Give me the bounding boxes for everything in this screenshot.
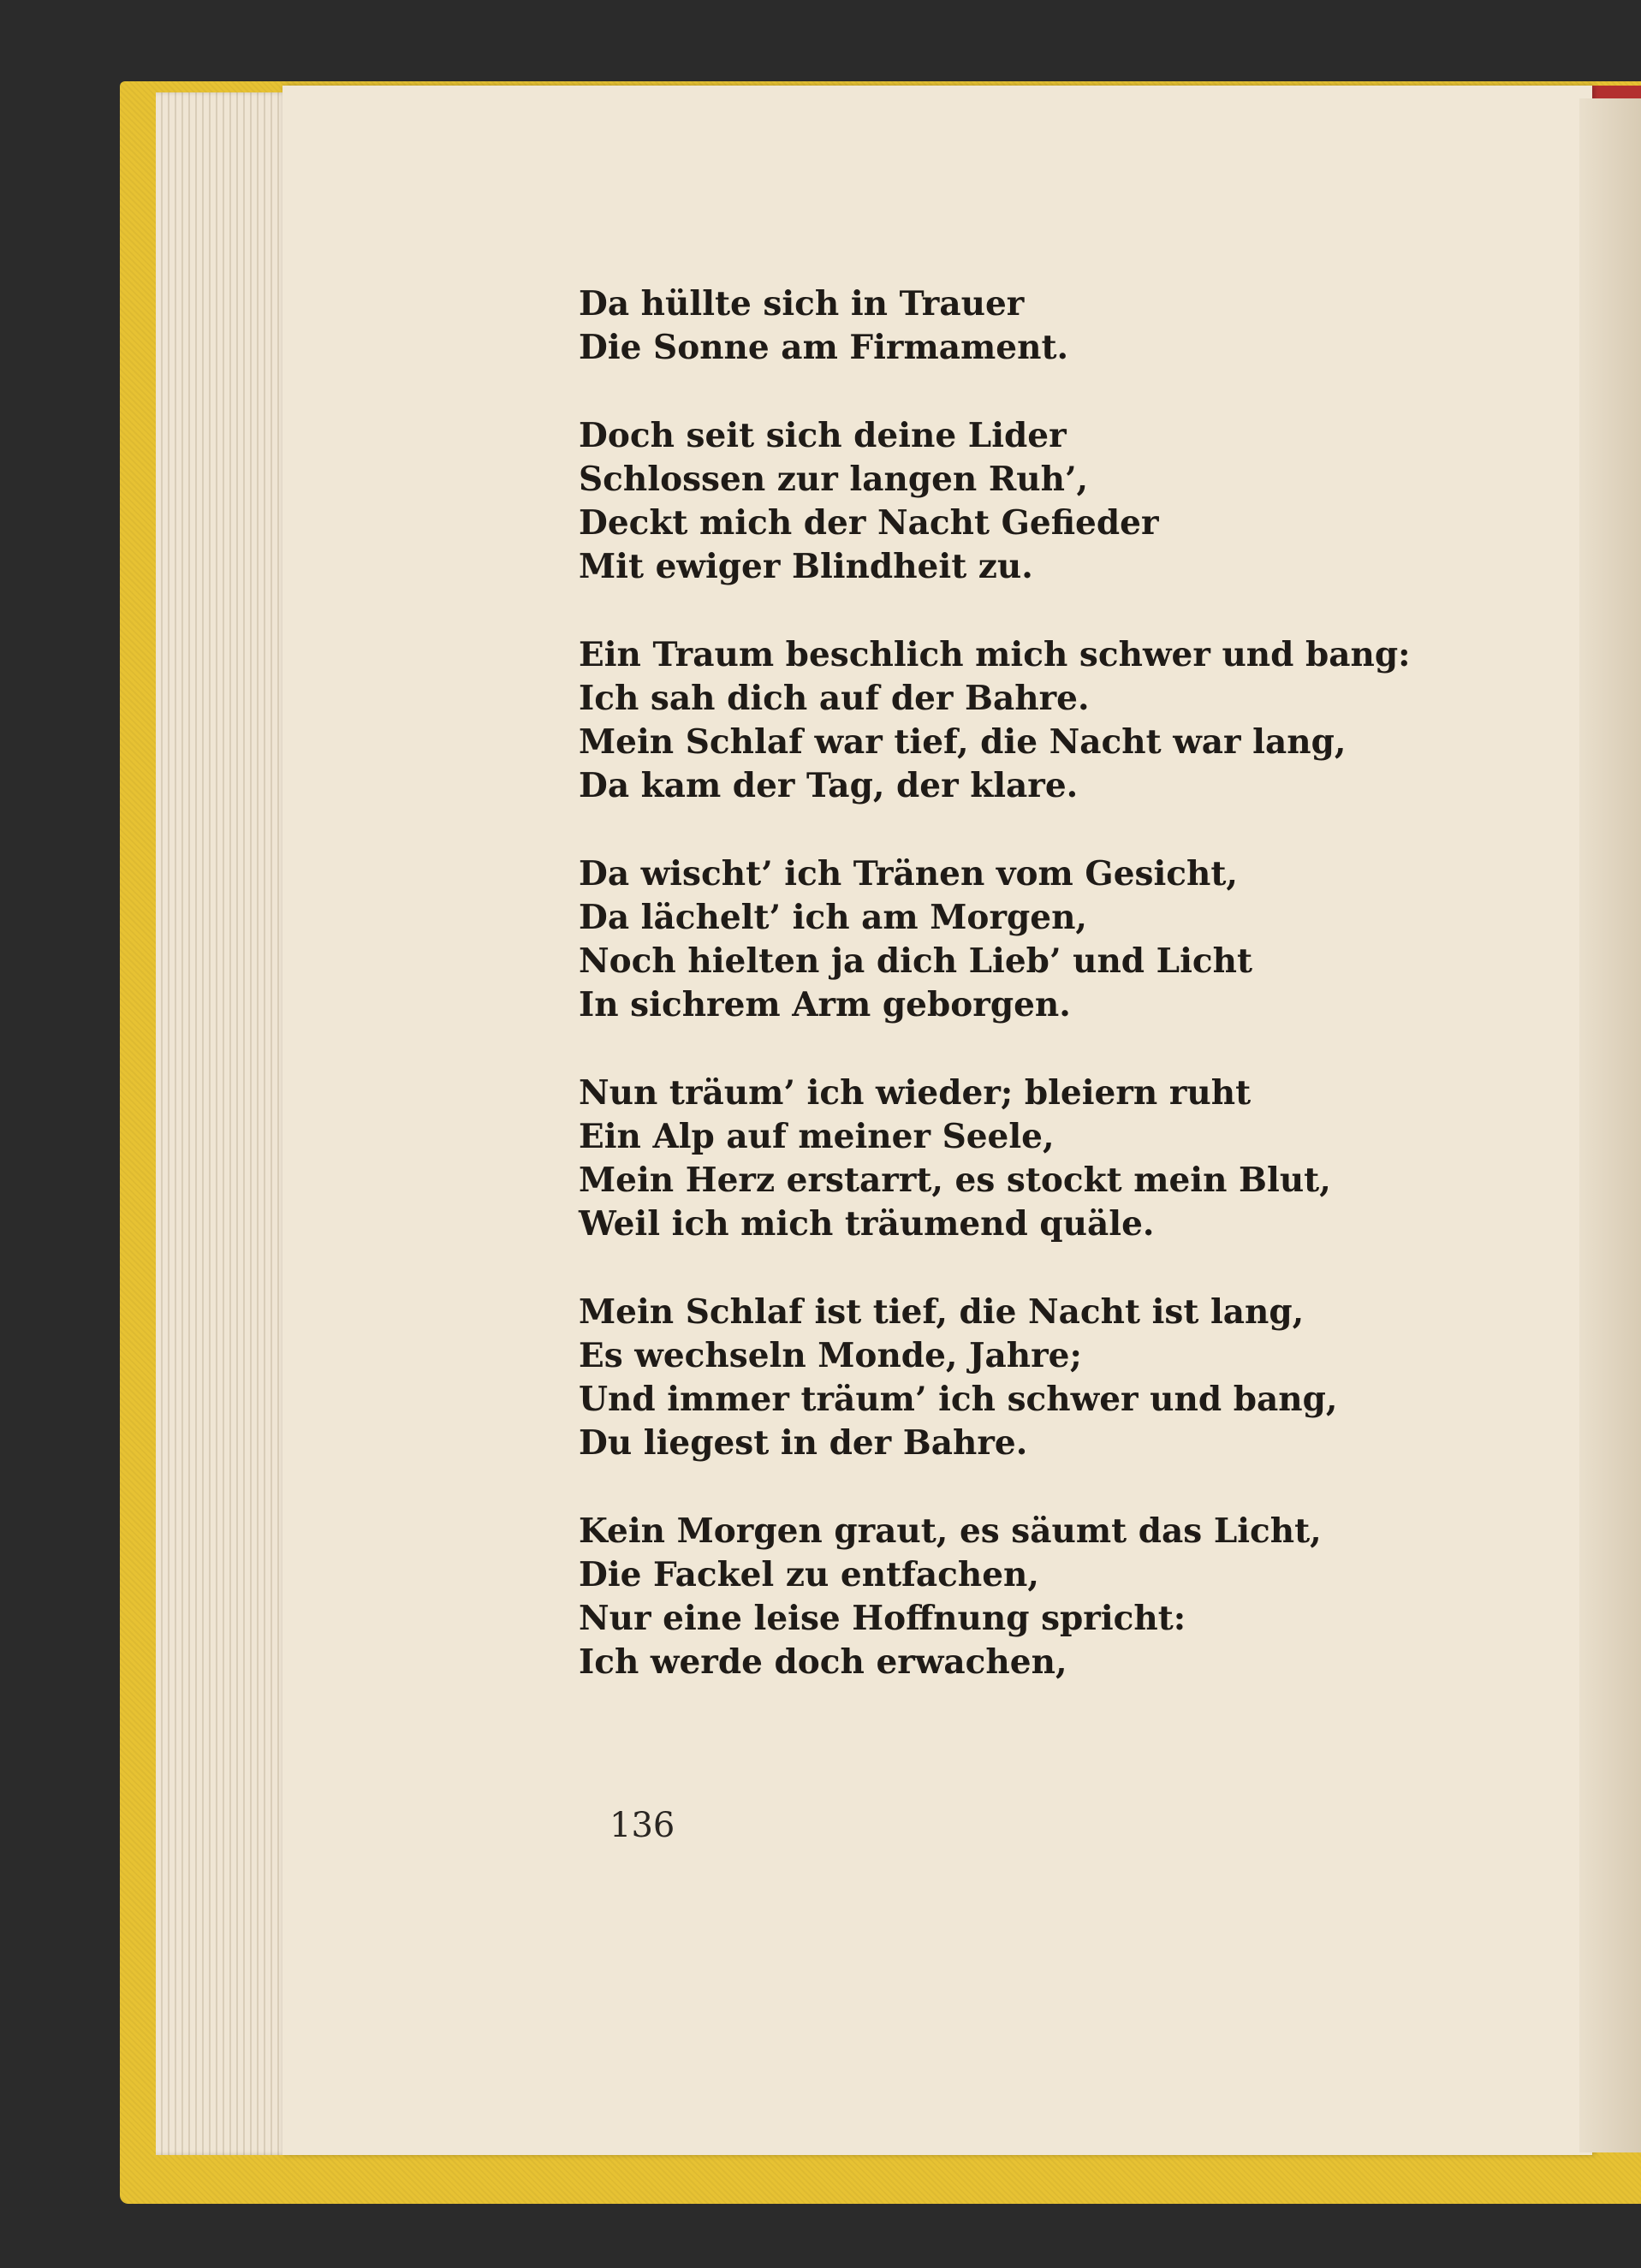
poem-line: Ein Alp auf meiner Seele, <box>579 1117 1055 1156</box>
poem-line: Doch seit sich deine Lider <box>579 416 1067 455</box>
poem-line: Mein Schlaf war tief, die Nacht war lang, <box>579 722 1347 762</box>
poem-line: Nun träum’ ich wieder; bleiern ruht <box>579 1073 1252 1113</box>
poem-line: Mein Schlaf ist tief, die Nacht ist lang, <box>579 1292 1305 1332</box>
poem-line: Ich sah dich auf der Bahre. <box>579 679 1090 718</box>
poem-line: Mit ewiger Blindheit zu. <box>579 547 1033 586</box>
poem-line: In sichrem Arm geborgen. <box>579 985 1071 1024</box>
stanza-1 <box>579 282 1411 370</box>
poem-line: Da kam der Tag, der klare. <box>579 766 1079 805</box>
poem-line: Und immer träum’ ich schwer und bang, <box>579 1380 1338 1419</box>
stanza-5 <box>579 1072 1411 1246</box>
stanza-2 <box>579 414 1411 589</box>
poem-line: Schlossen zur langen Ruh’, <box>579 460 1089 499</box>
stanza-4 <box>579 852 1411 1027</box>
poem-line: Ich werde doch erwachen, <box>579 1642 1067 1682</box>
poem-line: Die Fackel zu entfachen, <box>579 1555 1039 1594</box>
poem-line: Es wechseln Monde, Jahre; <box>579 1336 1082 1375</box>
stanza-7 <box>579 1510 1411 1684</box>
poem-line: Da wischt’ ich Tränen vom Gesicht, <box>579 854 1238 894</box>
page-gutter <box>1579 98 1641 2152</box>
poem-line: Da lächelt’ ich am Morgen, <box>579 898 1088 937</box>
page-number: 136 <box>609 1806 675 1845</box>
poem-line: Weil ich mich träumend quäle. <box>579 1204 1155 1244</box>
poem-line: Nur eine leise Hoffnung spricht: <box>579 1599 1186 1638</box>
stanza-6 <box>579 1291 1411 1465</box>
poem-text <box>579 282 1411 1729</box>
poem-line: Die Sonne am Firmament. <box>579 328 1069 367</box>
poem-line: Noch hielten ja dich Lieb’ und Licht <box>579 941 1253 981</box>
poem-line: Du liegest in der Bahre. <box>579 1423 1028 1463</box>
poem-line: Deckt mich der Nacht Gefieder <box>579 503 1159 543</box>
poem-line: Ein Traum beschlich mich schwer und bang: <box>579 635 1411 674</box>
page-stack-edge <box>156 92 293 2155</box>
poem-line: Da hüllte sich in Trauer <box>579 284 1025 324</box>
poem-line: Mein Herz erstarrt, es stockt mein Blut, <box>579 1161 1331 1200</box>
stanza-3 <box>579 633 1411 808</box>
poem-line: Kein Morgen graut, es säumt das Licht, <box>579 1511 1322 1551</box>
